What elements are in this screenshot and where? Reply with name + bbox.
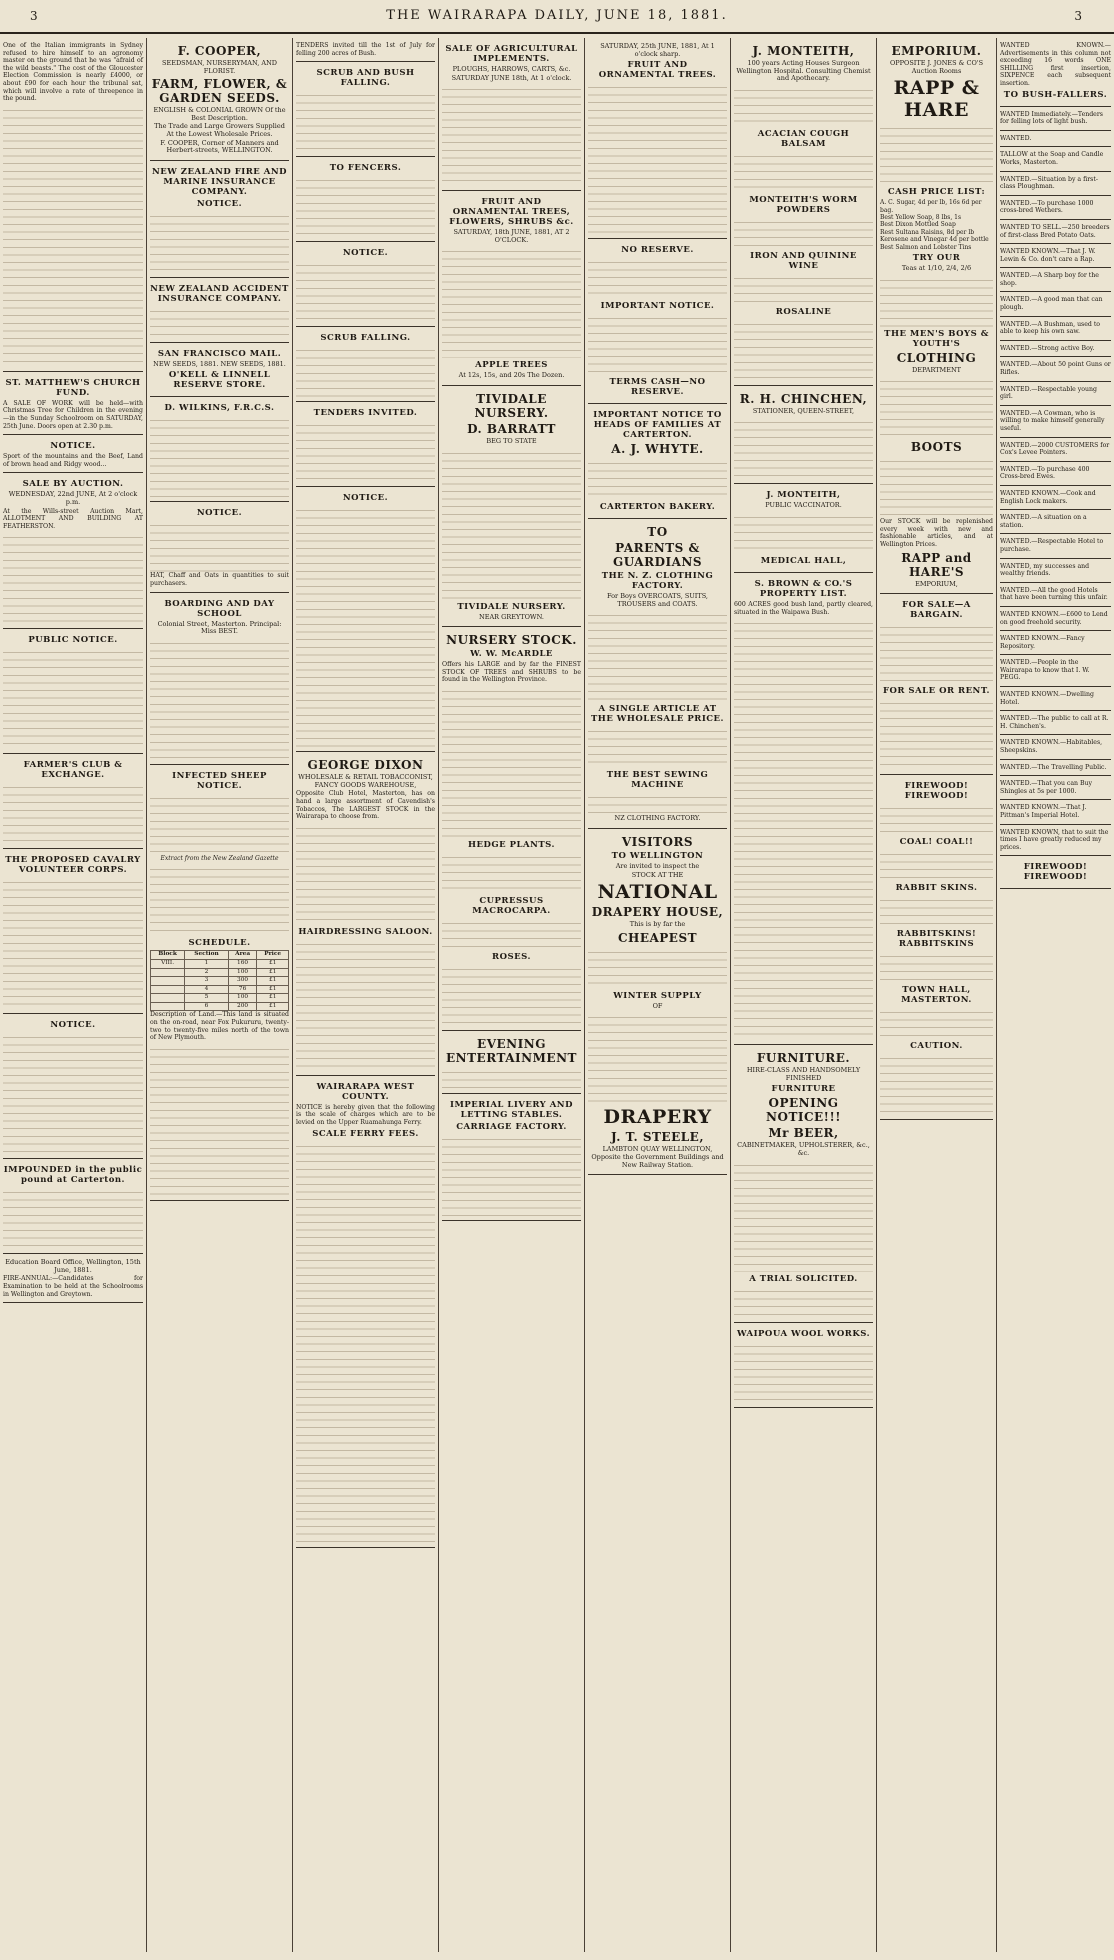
vaccinator-ad: J. MONTEITH, PUBLIC VACCINATOR. MEDICAL HALL,	[734, 484, 873, 573]
boarding-school-ad: BOARDING AND DAY SCHOOL Colonial Street, Masterton. Principal: Miss BEST.	[150, 593, 289, 765]
clothing-factory-ad: TO PARENTS & GUARDIANS THE N. Z. CLOTHING FACTORY. For Boys OVERCOATS, SUITS, TROUSERS and COATS. A SINGLE ARTICLE AT THE WHOLESALE PRICE. THE BEST SEWING MACHINE NZ CLOTHING FACTORY.	[588, 519, 727, 829]
list-item: WANTED.—People in the Wairarapa to know that I. W. PEGG.	[1000, 655, 1111, 687]
scrub-falling-2-ad: SCRUB FALLING.	[296, 327, 435, 402]
list-item: WANTED.—2000 CUSTOMERS for Cox's Levee Pointers.	[1000, 438, 1111, 462]
list-item: WANTED KNOWN.—That J. W. Lewin & Co. don't care a Rap.	[1000, 244, 1111, 268]
news-paragraphs: One of the Italian immigrants in Sydney refused to hire himself to an agronomy master on the ground that he was "afraid of the wild beasts." The cost of the Gloucester Election Commission is nearly £4000, or about £90 for each hour the tribunal sat, which will involve a rate of threepence in the pound.	[3, 38, 143, 372]
tenders-invited-ad: TENDERS INVITED.	[296, 402, 435, 487]
price-list	[880, 199, 993, 251]
table-row: 2 100 £1	[151, 968, 289, 977]
fruit-trees-sale-ad: FRUIT AND ORNAMENTAL TREES, FLOWERS, SHRUBS &c. SATURDAY, 18th JUNE, 1881, AT 2 O'CLOCK. APPLE TREES At 12s, 15s, and 20s The Dozen.	[442, 191, 581, 386]
list-item: WANTED.—The Travelling Public.	[1000, 760, 1111, 777]
column-3	[292, 38, 438, 1952]
for-sale-ad: FOR SALE—A BARGAIN. FOR SALE OR RENT.	[880, 594, 993, 775]
table-row: 5 100 £1	[151, 994, 289, 1003]
table-row: 4 76 £1	[151, 985, 289, 994]
column-4	[438, 38, 584, 1952]
list-item: WANTED.—About 50 point Guns or Rifles.	[1000, 357, 1111, 381]
wanted-list	[1000, 107, 1111, 857]
column-2	[146, 38, 292, 1952]
tenders-ad: TENDERS invited till the 1st of July for felling 200 acres of Bush.	[296, 38, 435, 62]
list-item: Best Salmon and Lobster Tins	[880, 243, 972, 251]
wanted-intro: WANTED KNOWN.—Advertisements in this column not exceeding 16 words ONE SHILLING first insertion, SIXPENCE each subsequent insertion. TO BUSH-FALLERS.	[1000, 38, 1111, 107]
page-number-right: 3	[1074, 9, 1084, 23]
firewood-ad: FIREWOOD! FIREWOOD! COAL! COAL!! RABBIT SKINS. RABBITSKINS! RABBITSKINS TOWN HALL, MASTERTON. CAUTION.	[880, 775, 993, 1120]
schedule-table: Block Section Area Price VIII. 1 160 £1 2 100 £1 3 300 £1 4 76 £1 5 100 £1 6 200 £1	[150, 950, 289, 1011]
list-item: WANTED KNOWN, that to suit the times I have greatly reduced my prices.	[1000, 825, 1111, 857]
wairarapa-county-ad: WAIRARAPA WEST COUNTY. NOTICE is hereby given that the following is the scale of charges which are to be levied on the Upper Ruamahunga Ferry. SCALE FERRY FEES.	[296, 1076, 435, 1548]
list-item: WANTED KNOWN.—£600 to Lend on good freehold security.	[1000, 607, 1111, 631]
education-ad: Education Board Office, Wellington, 15th June, 1881. FIRE-ANNUAL:—Candidates for Examination to be held at the Schoolrooms in Wellington and Greytown.	[3, 1254, 143, 1303]
list-item: Rest Sultana Raisins, 8d per lb	[880, 228, 975, 236]
sf-mail-ad: SAN FRANCISCO MAIL. NEW SEEDS, 1881. NEW SEEDS, 1881. O'KELL & LINNELL RESERVE STORE.	[150, 343, 289, 398]
list-item: WANTED TO SELL.—250 breeders of first-class Bred Potato Oats.	[1000, 220, 1111, 244]
text-block	[3, 107, 143, 367]
list-item: WANTED, my successes and wealthy friends.	[1000, 559, 1111, 583]
list-item: WANTED KNOWN.—Habitables, Sheepskins.	[1000, 735, 1111, 759]
column-1	[0, 38, 146, 1952]
list-item: WANTED.—That you can Buy Shingles at 5s per 1000.	[1000, 776, 1111, 800]
chinchen-ad: R. H. CHINCHEN, STATIONER, QUEEN-STREET,	[734, 386, 873, 485]
column-6	[730, 38, 876, 1952]
implements-sale-ad: SALE OF AGRICULTURAL IMPLEMENTS. PLOUGHS, HARROWS, CARTS, &c. SATURDAY JUNE 18th, At 1 o'clock.	[442, 38, 581, 191]
table-row: VIII. 1 160 £1	[151, 959, 289, 968]
scrub-falling-ad: SCRUB AND BUSH FALLING.	[296, 62, 435, 157]
list-item: WANTED Immediately.—Tenders for felling lots of light bush.	[1000, 107, 1111, 131]
monteith-ad: J. MONTEITH, 100 years Acting Houses Surgeon Wellington Hospital. Consulting Chemist and Apothecary. ACACIAN COUGH BALSAM MONTEITH'S WORM POWDERS IRON AND QUININE WINE ROSALINE	[734, 38, 873, 386]
page-number-left: 3	[30, 9, 40, 23]
trees-auction-ad: SATURDAY, 25th JUNE, 1881, At 1 o'clock sharp. FRUIT AND ORNAMENTAL TREES.	[588, 38, 727, 239]
auction-ad: SALE BY AUCTION. WEDNESDAY, 22nd JUNE, At 2 o'clock p.m. At the Wills-street Auction Mart, ALLOTMENT AND BUILDING AT FEATHERSTON.	[3, 473, 143, 629]
table-row: 3 300 £1	[151, 977, 289, 986]
wilkins-ad: D. WILKINS, F.R.C.S.	[150, 397, 289, 502]
list-item: WANTED.—To purchase 1000 cross-bred Wethers.	[1000, 196, 1111, 220]
list-item: WANTED KNOWN.—Fancy Repository.	[1000, 631, 1111, 655]
list-item: WANTED.—All the good Hotels that have been turning this unfair.	[1000, 583, 1111, 607]
list-item: WANTED.—A Sharp boy for the shop.	[1000, 268, 1111, 292]
column-8	[996, 38, 1114, 1952]
tividale-nursery-ad: TIVIDALE NURSERY. D. BARRATT BEG TO STATE TIVIDALE NURSERY. NEAR GREYTOWN.	[442, 386, 581, 627]
impounded-ad: IMPOUNDED in the public pound at Carterton.	[3, 1159, 143, 1254]
list-item: WANTED KNOWN.—Dwelling Hotel.	[1000, 687, 1111, 711]
list-item: WANTED.—A Cowman, who is willing to make himself generally useful.	[1000, 406, 1111, 438]
list-item: WANTED.—A good man that can plough.	[1000, 292, 1111, 316]
wool-works-ad: WAIPOUA WOOL WORKS.	[734, 1323, 873, 1408]
list-item: WANTED.	[1000, 131, 1111, 148]
list-item: Best Yellow Soap, 8 lbs, 1s	[880, 214, 962, 221]
cavalry-ad: THE PROPOSED CAVALRY VOLUNTEER CORPS.	[3, 849, 143, 1014]
carterton-bakery-ad: IMPORTANT NOTICE TO HEADS OF FAMILIES AT CARTERTON. A. J. WHYTE. CARTERTON BAKERY.	[588, 404, 727, 519]
infected-sheep-ad: INFECTED SHEEP NOTICE. Extract from the New Zealand Gazette SCHEDULE. Block Section Area Price VIII. 1 160 £1 2 100 £1 3 300 £1 4 76 £1 5 100 £1 6 200 £1 Description of Land.—This land is situated on the on-road, near Fox Pukururu, twenty-two to twenty-five miles north of the town of New Plymouth.	[150, 765, 289, 1201]
list-item: A. C. Sugar, 4d per lb, 16s 6d per bag.	[880, 199, 982, 214]
church-fund-ad: ST. MATTHEW'S CHURCH FUND. A SALE OF WORK will be held—with Christmas Tree for Children in the evening—in the Sunday Schoolroom on SATURDAY, 25th June. Doors open at 2.30 p.m.	[3, 372, 143, 435]
notice-2-ad: NOTICE.	[3, 1014, 143, 1159]
accident-insurance-ad: NEW ZEALAND ACCIDENT INSURANCE COMPANY.	[150, 278, 289, 343]
table-row: 6 200 £1	[151, 1002, 289, 1011]
cooper-ad: F. COOPER, SEEDSMAN, NURSERYMAN, AND FLORIST. FARM, FLOWER, & GARDEN SEEDS. ENGLISH & COLONIAL GROWN Of the Best Description. The Trade and Large Growers Supplied At the Lowest Wholesale Prices. F. COOPER, Corner of Manners and Herbert-streets, WELLINGTON.	[150, 38, 289, 161]
nursery-stock-ad: NURSERY STOCK. W. W. McARDLE Offers his LARGE and by far the FINEST STOCK OF TREES and SHRUBS to be found in the Wellington Province. HEDGE PLANTS. CUPRESSUS MACROCARPA. ROSES.	[442, 627, 581, 1031]
furniture-ad: FURNITURE. HIRE-CLASS AND HANDSOMELY FINISHED FURNITURE OPENING NOTICE!!! Mr BEER, CABINETMAKER, UPHOLSTERER, &c., &c. A TRIAL SOLICITED.	[734, 1045, 873, 1322]
list-item: WANTED KNOWN.—Cook and English Lock makers.	[1000, 486, 1111, 510]
no-reserve-ad: NO RESERVE. IMPORTANT NOTICE. TERMS CASH—NO RESERVE.	[588, 239, 727, 404]
list-item: Best Dixon Mottled Soap	[880, 221, 956, 229]
notice-4-ad: NOTICE.	[296, 487, 435, 752]
notice-3-ad: NOTICE. HAT, Chaff and Oats in quantities to suit purchasers.	[150, 502, 289, 592]
list-item: WANTED KNOWN.—That J. Pittman's Imperial Hotel.	[1000, 800, 1111, 824]
list-item: TALLOW at the Soap and Candle Works, Masterton.	[1000, 147, 1111, 171]
column-5	[584, 38, 730, 1952]
farmers-club-ad: FARMER'S CLUB & EXCHANGE.	[3, 754, 143, 849]
public-notice-ad: PUBLIC NOTICE.	[3, 629, 143, 754]
column-7	[876, 38, 996, 1952]
list-item: WANTED.—The public to call at R. H. Chinchen's.	[1000, 711, 1111, 735]
notice-tenders-ad: NOTICE.	[296, 242, 435, 327]
livery-stables-ad: IMPERIAL LIVERY AND LETTING STABLES. CARRIAGE FACTORY.	[442, 1094, 581, 1221]
list-item: WANTED.—Respectable Hotel to purchase.	[1000, 534, 1111, 558]
insurance-ad: NEW ZEALAND FIRE AND MARINE INSURANCE COMPANY. NOTICE.	[150, 161, 289, 278]
list-item: WANTED.—A situation on a station.	[1000, 510, 1111, 534]
entertainment-ad: EVENING ENTERTAINMENT	[442, 1031, 581, 1094]
emporium-ad: EMPORIUM. OPPOSITE J. JONES & CO'S Auction Rooms RAPP & HARE CASH PRICE LIST: A. C. Sugar, 4d per lb, 16s 6d per bag. Best Yellow Soap, 8 lbs, 1s Best Dixon Mottled Soap Rest Sultana Raisins, 8d per lb Kerosene and Vinegar 4d per bottle Best Salmon and Lobster Tins TRY OUR Teas at 1/10, 2/4, 2/6 THE MEN'S BOYS & YOUTH'S CLOTHING DEPARTMENT BOOTS Our STOCK will be replenished every week with new and fashionable articles, and at Wellington Prices. RAPP and HARE'S EMPORIUM,	[880, 38, 993, 594]
firewood-footer: FIREWOOD! FIREWOOD!	[1000, 856, 1111, 889]
dixon-ad: GEORGE DIXON WHOLESALE & RETAIL TOBACCONIST, FANCY GOODS WAREHOUSE, Opposite Club Hotel, Masterton, has on hand a large assortment of Cavendish's Tobaccos, The LARGEST STOCK in the Wairarapa to choose from. HAIRDRESSING SALOON.	[296, 752, 435, 1076]
list-item: WANTED.—To purchase 400 Cross-bred Ewes.	[1000, 462, 1111, 486]
fencers-ad: TO FENCERS.	[296, 157, 435, 242]
notice-ad: NOTICE. Sport of the mountains and the Beef, Land of brown head and Ridgy wood...	[3, 435, 143, 473]
list-item: Kerosene and Vinegar 4d per bottle	[880, 236, 989, 244]
national-drapery-ad: VISITORS TO WELLINGTON Are invited to inspect the STOCK AT THE NATIONAL DRAPERY HOUSE, This is by far the CHEAPEST WINTER SUPPLY OF DRAPERY J. T. STEELE, LAMBTON QUAY WELLINGTON, Opposite the Government Buildings and New Railway Station.	[588, 829, 727, 1175]
list-item: WANTED.—Situation by a first-class Ploughman.	[1000, 172, 1111, 196]
masthead	[0, 0, 1114, 34]
list-item: WANTED.—A Bushman, used to able to keep his own saw.	[1000, 317, 1111, 341]
property-list-ad: S. BROWN & CO.'S PROPERTY LIST. 600 ACRES good bush land, partly cleared, situated in the Waipawa Bush.	[734, 573, 873, 1045]
list-item: WANTED.—Respectable young girl.	[1000, 382, 1111, 406]
masthead-title: THE WAIRARAPA DAILY, JUNE 18, 1881.	[386, 8, 728, 23]
list-item: WANTED.—Strong active Boy.	[1000, 341, 1111, 358]
